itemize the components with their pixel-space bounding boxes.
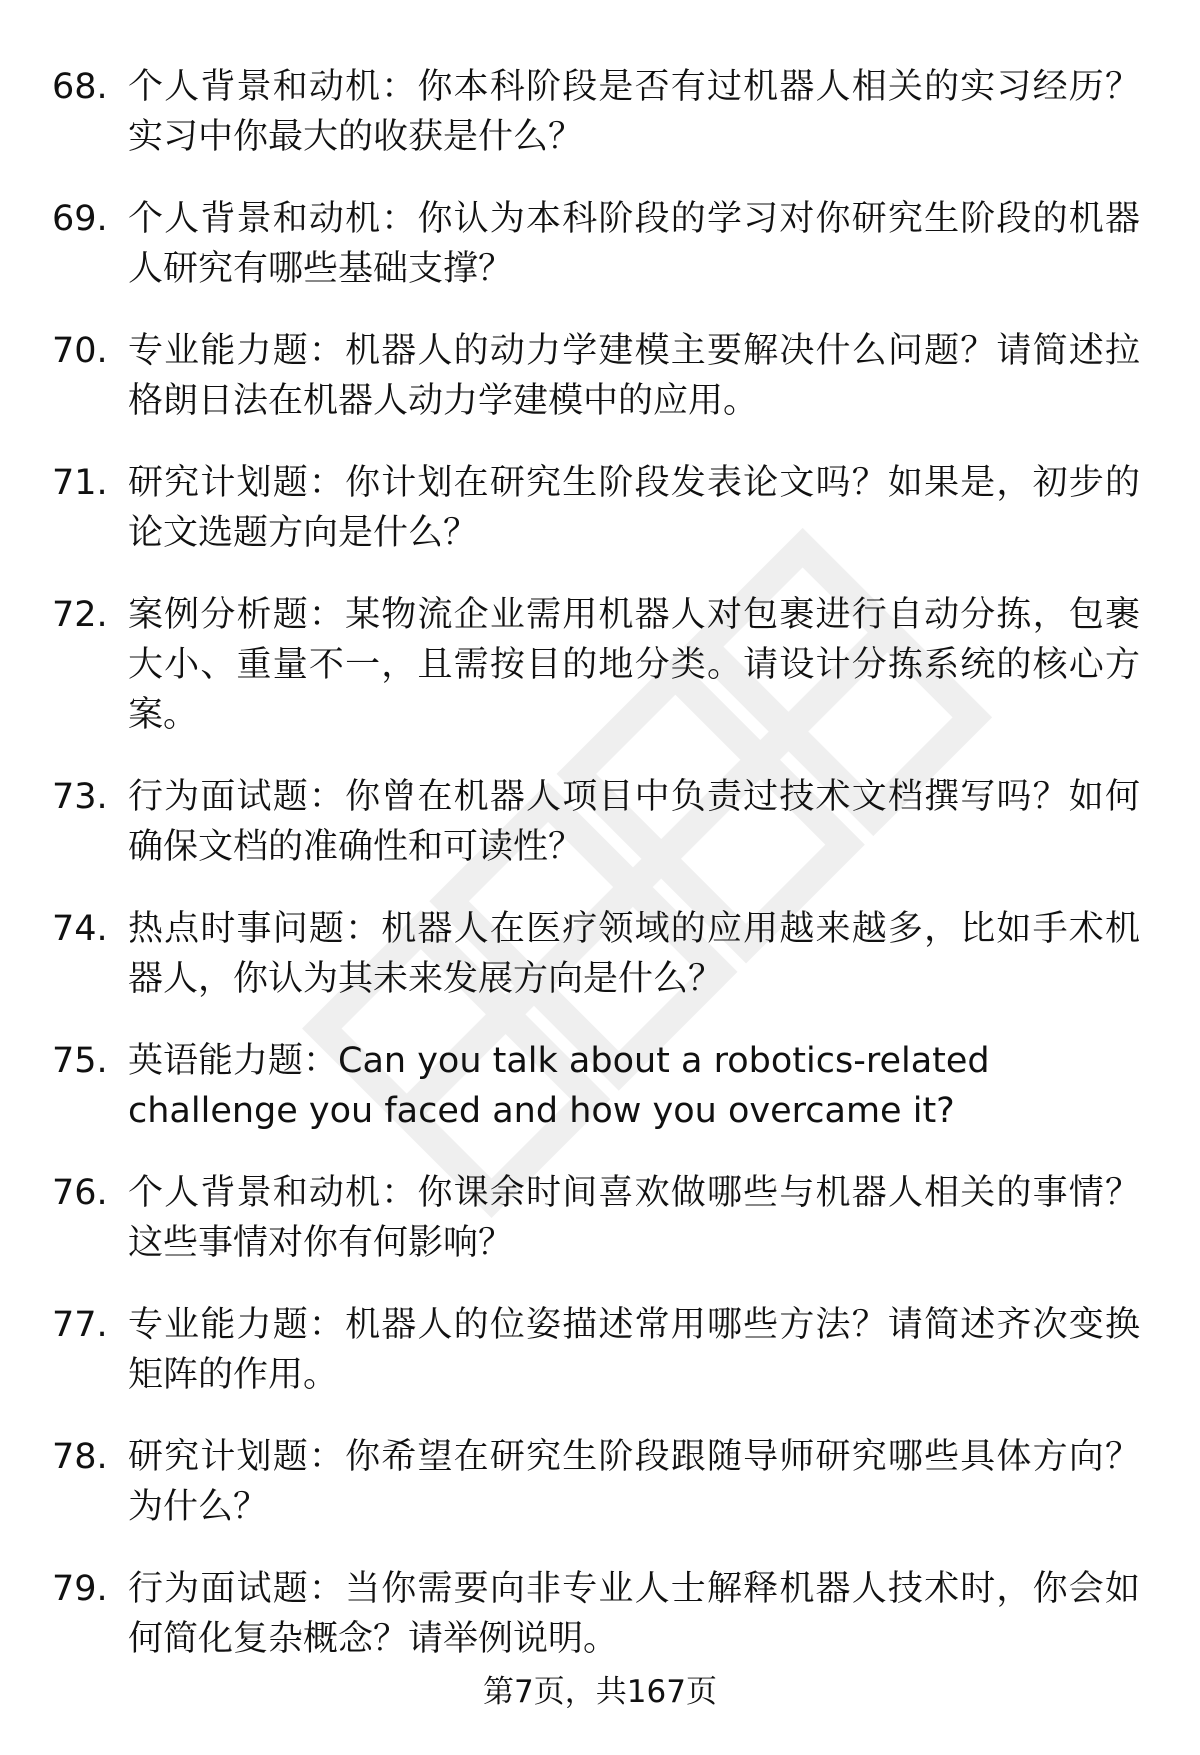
question-number: 75. — [52, 1041, 108, 1081]
question-number: 69. — [52, 199, 108, 239]
question-item-69 — [0, 194, 1200, 326]
question-text: 热点时事问题：机器人在医疗领域的应用越来越多，比如手术机器人，你认为其未来发展方向是什么？ — [128, 909, 1140, 999]
question-item-73 — [0, 772, 1200, 904]
question-item-77 — [0, 1300, 1200, 1432]
question-number: 71. — [52, 463, 108, 503]
question-item-78 — [0, 1432, 1200, 1564]
question-text: 研究计划题：你希望在研究生阶段跟随导师研究哪些具体方向？为什么？ — [128, 1437, 1140, 1527]
question-item-72 — [0, 590, 1200, 772]
question-text: 个人背景和动机：你认为本科阶段的学习对你研究生阶段的机器人研究有哪些基础支撑？ — [128, 199, 1140, 289]
page-number-label: 第7页，共167页 — [483, 1674, 717, 1710]
question-item-76 — [0, 1168, 1200, 1300]
page-footer — [0, 1672, 1200, 1712]
question-item-75 — [0, 1036, 1200, 1168]
question-text: 案例分析题：某物流企业需用机器人对包裹进行自动分拣，包裹大小、重量不一，且需按目的地分类。请设计分拣系统的核心方案。 — [128, 595, 1140, 735]
question-text: 个人背景和动机：你本科阶段是否有过机器人相关的实习经历？实习中你最大的收获是什么？ — [128, 67, 1140, 157]
question-text: 研究计划题：你计划在研究生阶段发表论文吗？如果是，初步的论文选题方向是什么？ — [128, 463, 1140, 553]
question-number: 76. — [52, 1173, 108, 1213]
question-number: 77. — [52, 1305, 108, 1345]
question-number: 68. — [52, 67, 108, 107]
question-text: 专业能力题：机器人的动力学建模主要解决什么问题？请简述拉格朗日法在机器人动力学建模中的应用。 — [128, 331, 1140, 421]
question-item-68 — [0, 62, 1200, 194]
question-number: 73. — [52, 777, 108, 817]
question-text: 英语能力题：Can you talk about a robotics-related challenge you faced and how you overcame it? — [128, 1041, 990, 1131]
question-list — [0, 62, 1200, 1696]
question-text: 行为面试题：你曾在机器人项目中负责过技术文档撰写吗？如何确保文档的准确性和可读性？ — [128, 777, 1140, 867]
question-number: 70. — [52, 331, 108, 371]
question-number: 79. — [52, 1569, 108, 1609]
question-text: 行为面试题：当你需要向非专业人士解释机器人技术时，你会如何简化复杂概念？请举例说明。 — [128, 1569, 1140, 1659]
question-number: 74. — [52, 909, 108, 949]
question-text: 个人背景和动机：你课余时间喜欢做哪些与机器人相关的事情？这些事情对你有何影响？ — [128, 1173, 1140, 1263]
question-item-71 — [0, 458, 1200, 590]
question-number: 72. — [52, 595, 108, 635]
question-number: 78. — [52, 1437, 108, 1477]
question-item-74 — [0, 904, 1200, 1036]
question-text: 专业能力题：机器人的位姿描述常用哪些方法？请简述齐次变换矩阵的作用。 — [128, 1305, 1140, 1395]
question-item-70 — [0, 326, 1200, 458]
